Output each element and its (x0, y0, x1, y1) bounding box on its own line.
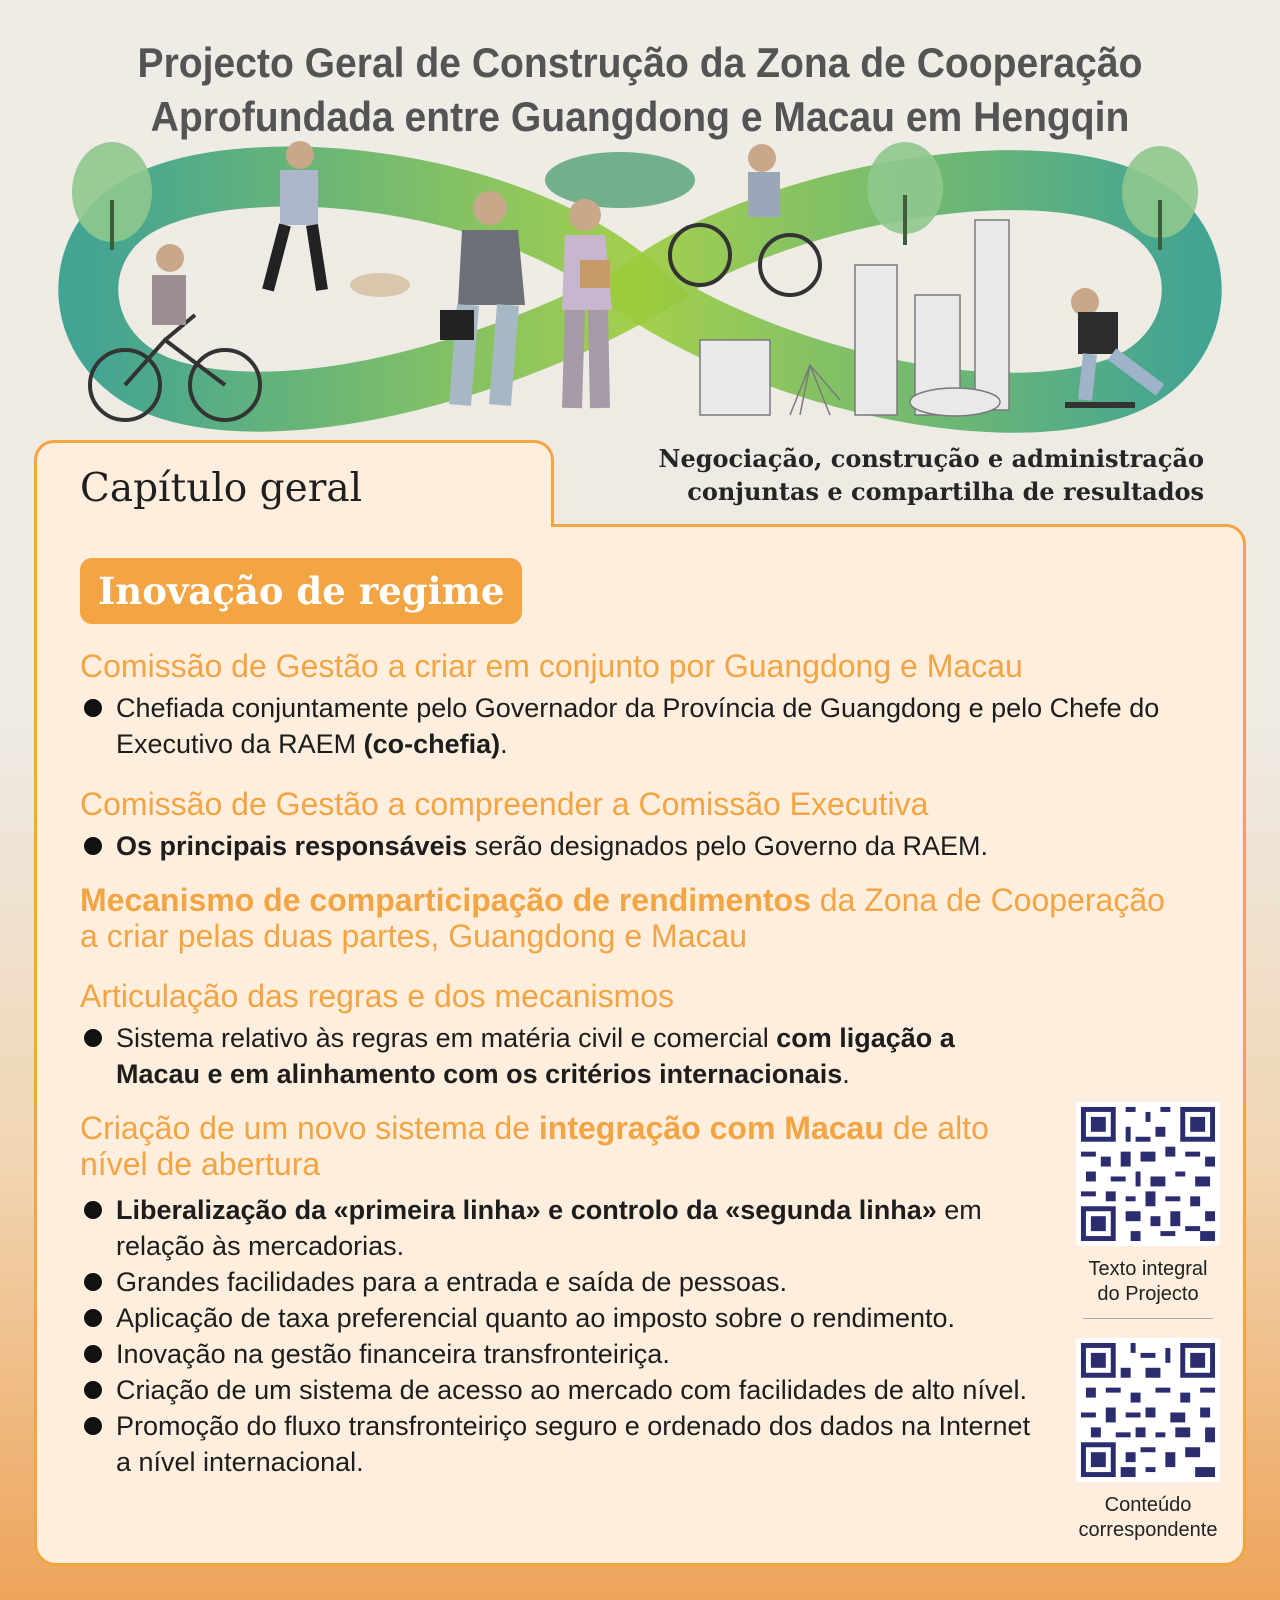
section-management-commission (80, 648, 1190, 762)
qr-code-icon[interactable] (1076, 1338, 1220, 1482)
bullet-item: Promoção do fluxo transfronteiriço seguro e ordenado dos dados na Internet a nível internacional. (80, 1408, 1050, 1480)
section-badge: Inovação de regime (80, 558, 522, 624)
bullet-item: Os principais responsáveis serão designados pelo Governo da RAEM. (80, 828, 1190, 864)
section-heading: Criação de um novo sistema de integração com Macau de alto nível de abertura (80, 1110, 989, 1182)
qr-label: Conteúdo correspondente (1078, 1494, 1218, 1541)
title-line-1: Projecto Geral de Construção da Zona de Cooperação (137, 39, 1143, 86)
page-title (45, 36, 1235, 144)
hill-icon (545, 152, 695, 208)
qr-code-icon[interactable] (1076, 1102, 1220, 1246)
bullet-item: Grandes facilidades para a entrada e saída de pessoas. (80, 1264, 1050, 1300)
chapter-title: Capítulo geral (80, 466, 363, 511)
bullet-item: Chefiada conjuntamente pelo Governador da Província de Guangdong e pelo Chefe do Executivo da RAEM (co-chefia). (80, 690, 1190, 762)
qr-label: Texto integral do Projecto (1088, 1258, 1208, 1305)
title-line-2: Aprofundada entre Guangdong e Macau em Hengqin (150, 93, 1130, 140)
tree-mid-icon (867, 142, 943, 245)
section-heading: Articulação das regras e dos mecanismos (80, 978, 675, 1014)
bullet-item: Criação de um sistema de acesso ao mercado com facilidades de alto nível. (80, 1372, 1050, 1408)
tagline-line-1: Negociação, construção e administração (658, 444, 1204, 473)
section-heading: Comissão de Gestão a compreender a Comissão Executiva (80, 786, 929, 822)
qr-full-text[interactable] (1076, 1102, 1220, 1307)
bullet-item: Sistema relativo às regras em matéria civil e comercial com ligação a Macau e em alinhamento com os critérios internacionais. (80, 1020, 1030, 1092)
qr-divider (1083, 1318, 1213, 1319)
bullet-item: Aplicação de taxa preferencial quanto ao imposto sobre o rendimento. (80, 1300, 1050, 1336)
chapter-tagline (659, 442, 1204, 508)
tagline-line-2: conjuntas e compartilha de resultados (687, 477, 1204, 506)
bullet-item: Inovação na gestão financeira transfronteiriça. (80, 1336, 1050, 1372)
section-rules-articulation (80, 978, 1190, 1092)
qr-related-content[interactable] (1076, 1338, 1220, 1543)
section-heading: Mecanismo de comparticipação de rendimentos da Zona de Cooperação a criar pelas duas partes, Guangdong e Macau (80, 882, 1165, 954)
section-integration-system (80, 1110, 1050, 1480)
section-heading: Comissão de Gestão a criar em conjunto por Guangdong e Macau (80, 648, 1023, 684)
bullet-item: Liberalização da «primeira linha» e controlo da «segunda linha» em relação às mercadorias. (80, 1192, 1050, 1264)
hero-illustration (0, 140, 1280, 440)
section-revenue-sharing (80, 882, 1190, 954)
section-executive-commission (80, 786, 1190, 864)
